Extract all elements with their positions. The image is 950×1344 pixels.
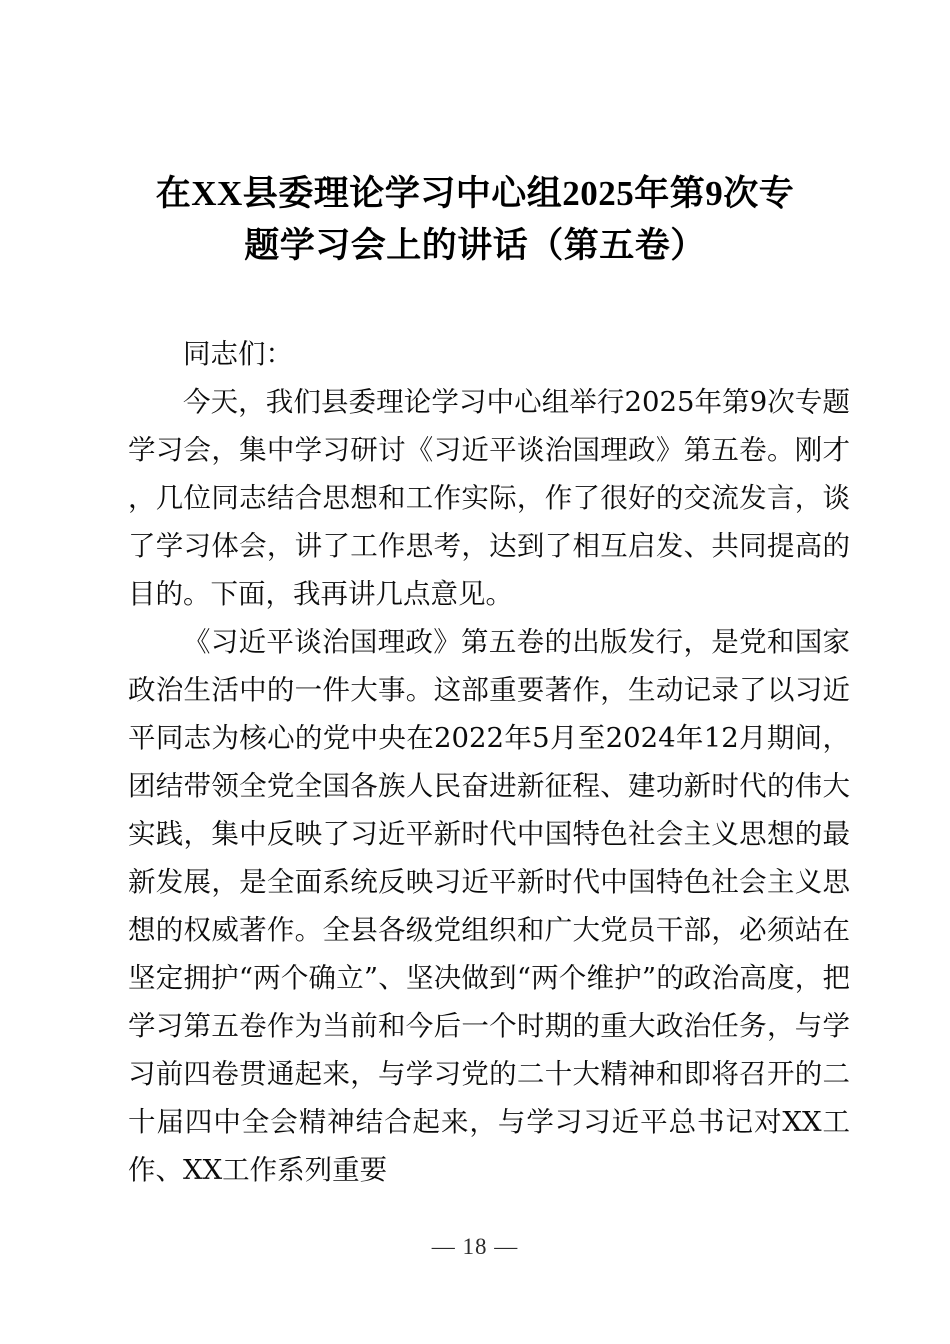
page-title — [115, 168, 835, 272]
body-paragraph-2: 《习近平谈治国理政》第五卷的出版发行，是党和国家政治生活中的一件大事。这部重要著作，生动记录了以习近平同志为核心的党中央在2022年5月至2024年12月期间，团结带领全党全国各族人民奋进新征程、建功新时代的伟大实践，集中反映了习近平新时代中国特色社会主义思想的最新发展，是全面系统反映习近平新时代中国特色社会主义思想的权威著作。全县各级党组织和广大党员干部，必须站在坚定拥护“两个确立”、坚决做到“两个维护”的政治高度，把学习第五卷作为当前和今后一个时期的重大政治任务，与学习前四卷贯通起来，与学习党的二十大精神和即将召开的二十届四中全会精神结合起来，与学习习近平总书记对XX工作、XX工作系列重要 — [128, 626, 850, 1186]
page-title-line-1: 在XX县委理论学习中心组2025年第9次专 — [155, 174, 795, 213]
page-title-line-2: 题学习会上的讲话（第五卷） — [244, 226, 706, 265]
page-number-footer: — 18 — — [431, 1234, 519, 1259]
salutation: 同志们： — [183, 338, 293, 370]
body-paragraph-1: 今天，我们县委理论学习中心组举行2025年第9次专题学习会，集中学习研讨《习近平谈治国理政》第五卷。刚才，几位同志结合思想和工作实际，作了很好的交流发言，谈了学习体会，讲了工作思考，达到了相互启发、共同提高的目的。下面，我再讲几点意见。 — [128, 386, 850, 610]
document-body — [128, 330, 850, 1194]
